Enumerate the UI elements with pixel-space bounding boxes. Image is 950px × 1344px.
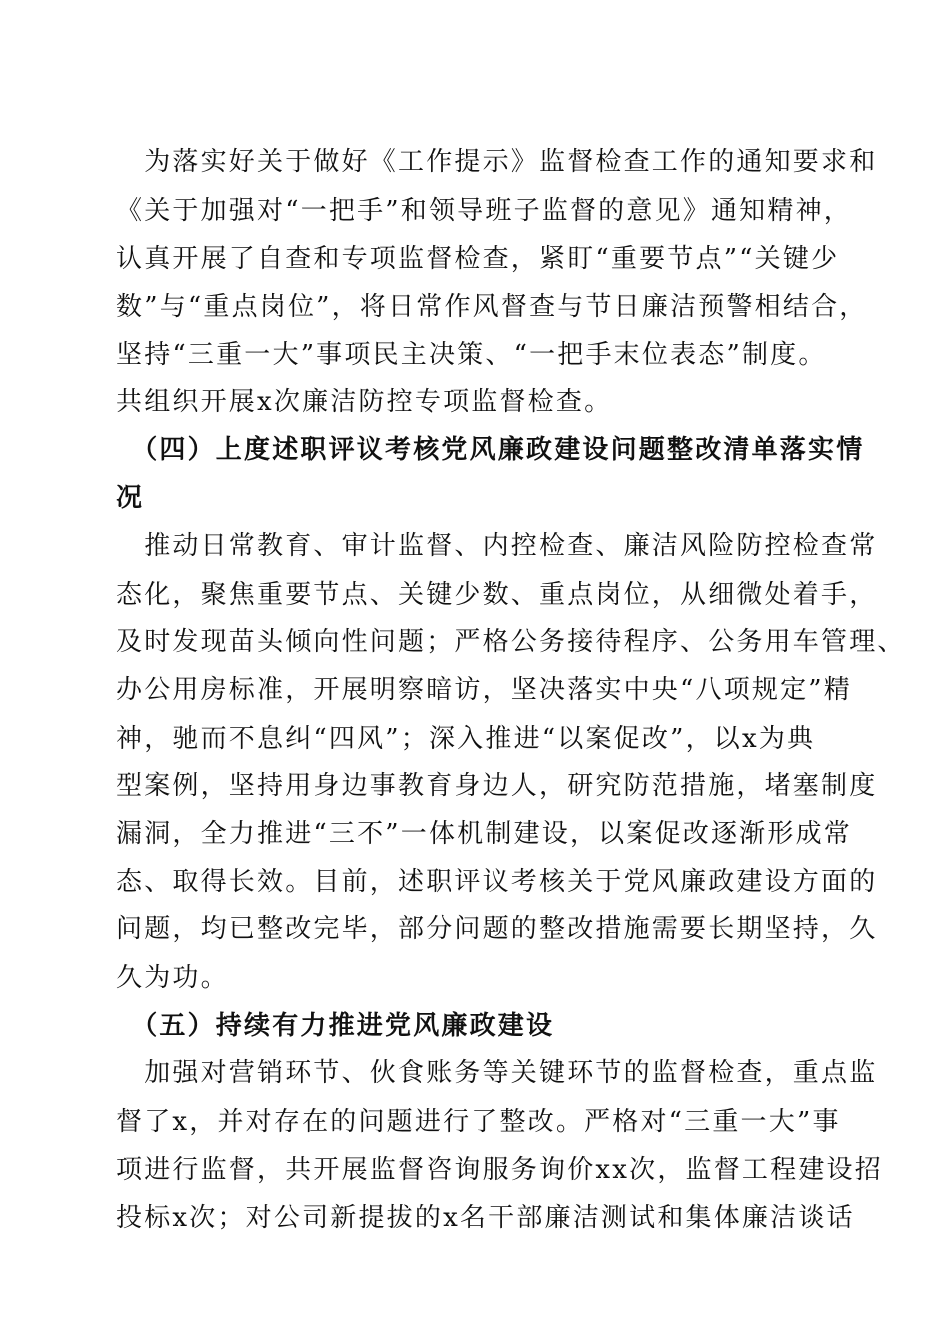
paragraph-3-line-4: 投标x次；对公司新提拔的x名干部廉洁测试和集体廉洁谈话 — [116, 1203, 855, 1233]
paragraph-2-line-2: 态化，聚焦重要节点、关键少数、重点岗位，从细微处着手， — [116, 580, 878, 610]
paragraph-2-line-4: 办公用房标准，开展明察暗访，坚决落实中央“八项规定”精 — [116, 675, 852, 705]
paragraph-2-line-5: 神，驰而不息纠“四风”；深入推进“以案促改”，以x为典 — [116, 724, 816, 754]
paragraph-2-line-1: 推动日常教育、审计监督、内控检查、廉洁风险防控检查常 — [116, 531, 878, 561]
paragraph-1-line-6: 共组织开展x次廉洁防控专项监督检查。 — [116, 387, 613, 417]
paragraph-1-line-2: 《关于加强对“一把手”和领导班子监督的意见》通知精神， — [116, 196, 852, 226]
paragraph-2-line-9: 问题，均已整改完毕，部分问题的整改措施需要长期坚持，久 — [116, 914, 878, 944]
section-4-heading-line-2: 况 — [116, 483, 145, 513]
paragraph-2-line-8: 态、取得长效。目前，述职评议考核关于党风廉政建设方面的 — [116, 867, 878, 897]
paragraph-1-line-4: 数”与“重点岗位”，将日常作风督查与节日廉洁预警相结合， — [116, 292, 868, 322]
paragraph-2-line-3: 及时发现苗头倾向性问题；严格公务接待程序、公务用车管理、 — [116, 627, 906, 657]
paragraph-1-line-1: 为落实好关于做好《工作提示》监督检查工作的通知要求和 — [116, 147, 878, 177]
section-5-heading: （五）持续有力推进党风廉政建设 — [116, 1011, 555, 1041]
paragraph-1-line-3: 认真开展了自查和专项监督检查，紧盯“重要节点”“关键少 — [116, 244, 840, 274]
paragraph-2-line-7: 漏洞，全力推进“三不”一体机制建设，以案促改逐渐形成常 — [116, 819, 852, 849]
paragraph-3-line-3: 项进行监督，共开展监督咨询服务询价xx次，监督工程建设招 — [116, 1155, 883, 1185]
paragraph-2-line-10: 久为功。 — [116, 963, 229, 993]
paragraph-3-line-2: 督了x，并对存在的问题进行了整改。严格对“三重一大”事 — [116, 1107, 841, 1137]
paragraph-2-line-6: 型案例，坚持用身边事教育身边人，研究防范措施，堵塞制度 — [116, 771, 878, 801]
paragraph-3-line-1: 加强对营销环节、伙食账务等关键环节的监督检查，重点监 — [116, 1058, 878, 1088]
section-4-heading-line-1: （四）上度述职评议考核党风廉政建设问题整改清单落实情 — [116, 435, 865, 465]
paragraph-1-line-5: 坚持“三重一大”事项民主决策、“一把手末位表态”制度。 — [116, 340, 827, 370]
